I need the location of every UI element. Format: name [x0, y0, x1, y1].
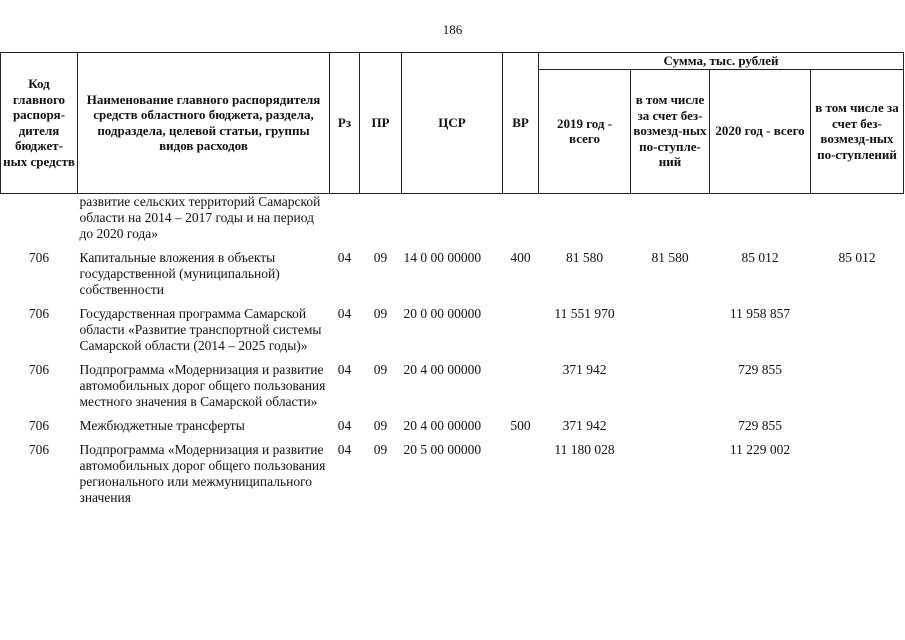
row-name: Государственная программа Самарской области «Развитие транспортной системы Самарской области (2014 – 2025 годы)» — [79, 305, 322, 353]
page-number: 186 — [442, 22, 463, 37]
row-pr: 09 — [373, 361, 388, 377]
row-name: Капитальные вложения в объекты государственной (муниципальной) собственности — [79, 249, 280, 297]
row-pr: 09 — [373, 441, 388, 457]
row-2020-total: 11 958 857 — [729, 305, 791, 321]
header-csr: ЦСР — [402, 53, 503, 194]
row-csr: 20 4 00 00000 — [403, 361, 482, 377]
row-2020-free — [811, 298, 904, 354]
header-2020-free: в том числе за счет без-возмезд-ных по-ступлений — [811, 69, 904, 193]
row-rz: 04 — [337, 361, 352, 377]
row-2019-free — [631, 410, 710, 434]
row-2019-total: 11 180 028 — [554, 441, 615, 457]
header-pr: ПР — [360, 53, 402, 194]
row-2019-free — [631, 434, 710, 506]
header-code: Код главного распоря-дителя бюджет-ных средств — [1, 53, 78, 194]
row-2019-total: 371 942 — [562, 361, 607, 377]
continuation-row — [1, 193, 904, 242]
row-name: Подпрограмма «Модернизация и развитие автомобильных дорог общего пользования местного значения в Самарской области» — [79, 361, 326, 409]
table-row — [1, 410, 904, 434]
row-code: 706 — [28, 305, 50, 321]
row-csr: 20 0 00 00000 — [403, 305, 482, 321]
row-2020-free — [811, 434, 904, 506]
row-vr — [503, 298, 539, 354]
row-2019-total: 81 580 — [565, 249, 604, 265]
row-name: Подпрограмма «Модернизация и развитие автомобильных дорог общего пользования регионального или межмуниципального значения — [79, 441, 326, 505]
row-2020-total: 729 855 — [738, 361, 782, 377]
row-pr: 09 — [373, 417, 388, 433]
row-csr: 20 5 00 00000 — [403, 441, 482, 457]
header-2019-free: в том числе за счет без-возмезд-ных по-ступле-ний — [631, 69, 710, 193]
row-rz: 04 — [337, 249, 352, 265]
row-2019-free — [631, 298, 710, 354]
row-2020-total: 85 012 — [741, 249, 779, 265]
row-2020-free: 85 012 — [838, 249, 876, 265]
row-pr: 09 — [373, 305, 388, 321]
row-rz: 04 — [337, 441, 352, 457]
table-row — [1, 354, 904, 410]
header-rz: Рз — [330, 53, 360, 194]
row-2019-free — [631, 354, 710, 410]
row-vr — [503, 354, 539, 410]
table-row — [1, 242, 904, 298]
row-vr — [503, 434, 539, 506]
row-code: 706 — [28, 249, 50, 265]
table-body — [1, 193, 904, 506]
continuation-text: развитие сельских территорий Самарской области на 2014 – 2017 годы и на период до 2020 года» — [79, 193, 321, 241]
header-2019-total: 2019 год - всего — [539, 69, 631, 193]
header-vr: ВР — [503, 53, 539, 194]
row-pr: 09 — [373, 249, 388, 265]
row-rz: 04 — [337, 417, 352, 433]
row-2020-free — [811, 354, 904, 410]
budget-table — [0, 52, 904, 506]
row-rz: 04 — [337, 305, 352, 321]
header-sum-group: Сумма, тыс. рублей — [539, 53, 904, 70]
row-2020-total: 11 229 002 — [729, 441, 791, 457]
header-name: Наименование главного распорядителя средств областного бюджета, раздела, подраздела, целевой статьи, группы видов расходов — [78, 53, 330, 194]
row-vr: 400 — [510, 249, 531, 265]
row-name: Межбюджетные трансферты — [79, 417, 245, 433]
row-code: 706 — [28, 441, 50, 457]
row-code: 706 — [28, 417, 50, 433]
row-2020-free — [811, 410, 904, 434]
header-2020-total: 2020 год - всего — [710, 69, 811, 193]
row-vr: 500 — [510, 417, 531, 433]
row-2019-free: 81 580 — [651, 249, 689, 265]
row-2019-total: 371 942 — [562, 417, 607, 433]
table-row — [1, 298, 904, 354]
row-csr: 20 4 00 00000 — [403, 417, 482, 433]
row-2019-total: 11 551 970 — [554, 305, 615, 321]
table-header — [1, 53, 904, 194]
row-2020-total: 729 855 — [738, 417, 782, 433]
table-row — [1, 434, 904, 506]
row-csr: 14 0 00 00000 — [403, 249, 482, 265]
row-code: 706 — [28, 361, 50, 377]
